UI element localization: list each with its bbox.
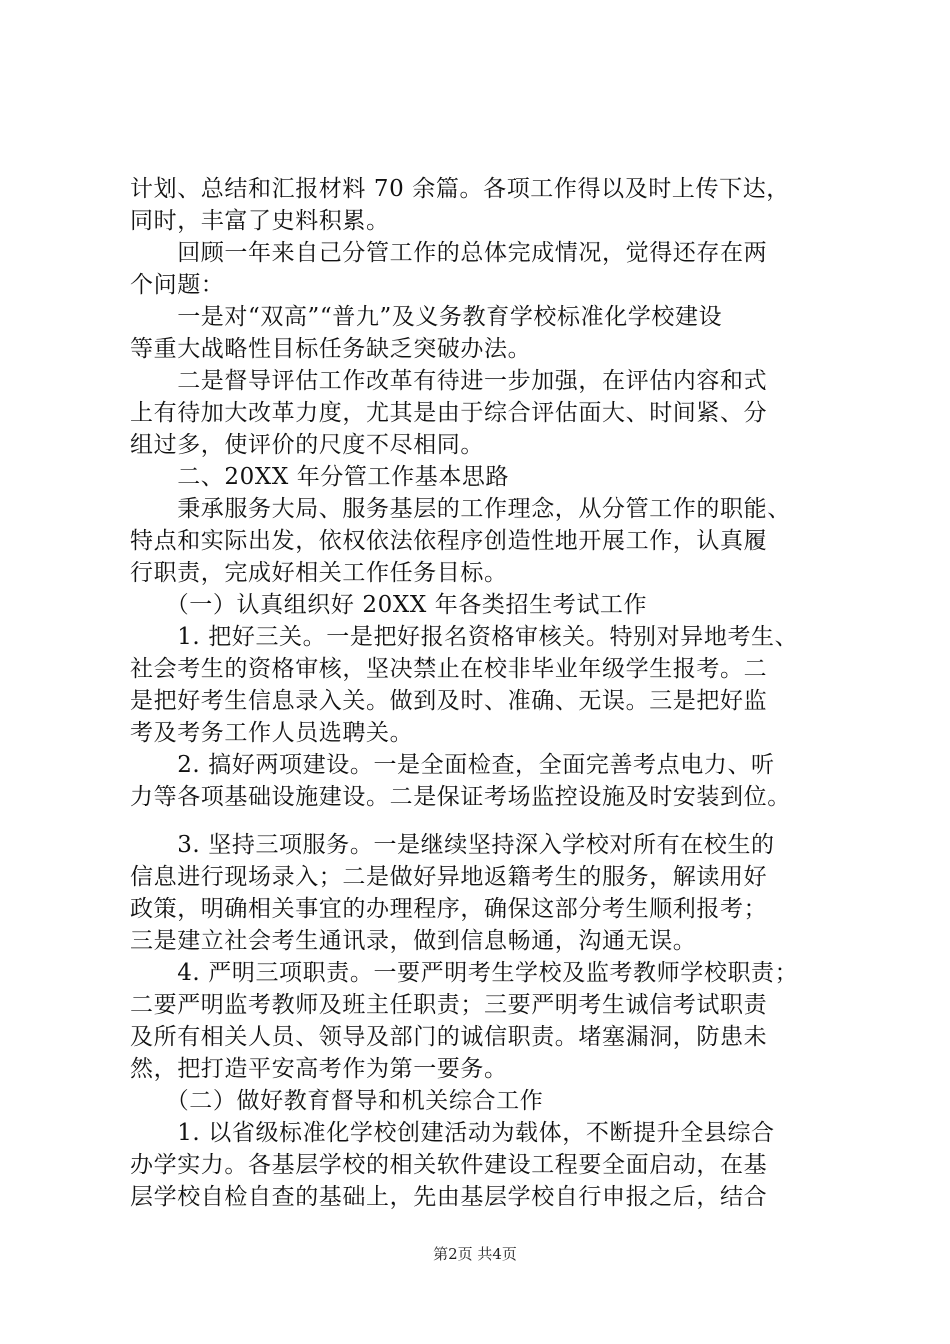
text-line: 同时，丰富了史料积累。: [130, 208, 390, 234]
text-line: 然，把打造平安高考作为第一要务。: [130, 1056, 508, 1082]
text-line: 办学实力。各基层学校的相关软件建设工程要全面启动，在基: [130, 1152, 768, 1178]
section-heading: 二、20XX 年分管工作基本思路: [130, 464, 510, 490]
text-line: 行职责，完成好相关工作任务目标。: [130, 560, 508, 586]
text-line: 二要严明监考教师及班主任职责；三要严明考生诚信考试职责: [130, 992, 768, 1018]
text-line: 社会考生的资格审核，坚决禁止在校非毕业年级学生报考。二: [130, 656, 768, 682]
text-line: 等重大战略性目标任务缺乏突破办法。: [130, 336, 532, 362]
text-line: 一是对“双高”“普九”及义务教育学校标准化学校建设: [130, 304, 723, 330]
text-line: 组过多，使评价的尺度不尽相同。: [130, 432, 484, 458]
text-line: 三是建立社会考生通讯录，做到信息畅通，沟通无误。: [130, 928, 697, 954]
text-line: 秉承服务大局、服务基层的工作理念，从分管工作的职能、: [130, 496, 791, 522]
text-line: 信息进行现场录入；二是做好异地返籍考生的服务，解读用好: [130, 864, 768, 890]
text-line: 1. 把好三关。一是把好报名资格审核关。特别对异地考生、: [130, 624, 799, 650]
text-line: 考及考务工作人员选聘关。: [130, 720, 414, 746]
text-line: 力等各项基础设施建设。二是保证考场监控设施及时安装到位。: [130, 784, 791, 810]
text-line: 回顾一年来自己分管工作的总体完成情况，觉得还存在两: [130, 240, 768, 266]
text-line: 1. 以省级标准化学校创建活动为载体，不断提升全县综合: [130, 1120, 775, 1146]
text-line: 上有待加大改革力度，尤其是由于综合评估面大、时间紧、分: [130, 400, 768, 426]
text-line: 二是督导评估工作改革有待进一步加强，在评估内容和式: [130, 368, 768, 394]
text-line: 及所有相关人员、领导及部门的诚信职责。堵塞漏洞，防患未: [130, 1024, 768, 1050]
subsection-heading: （一）认真组织好 20XX 年各类招生考试工作: [130, 592, 648, 618]
page-number-footer: 第2页 共4页: [433, 1245, 517, 1263]
text-line: 2. 搞好两项建设。一是全面检查，全面完善考点电力、听: [130, 752, 775, 778]
text-line: 层学校自检自查的基础上，先由基层学校自行申报之后，结合: [130, 1184, 768, 1210]
text-line: 政策，明确相关事宜的办理程序，确保这部分考生顺利报考；: [130, 896, 768, 922]
text-line: 计划、总结和汇报材料 70 余篇。各项工作得以及时上传下达，: [130, 176, 790, 202]
text-line: 特点和实际出发，依权依法依程序创造性地开展工作，认真履: [130, 528, 768, 554]
text-line: 是把好考生信息录入关。做到及时、准确、无误。三是把好监: [130, 688, 768, 714]
text-line: 4. 严明三项职责。一要严明考生学校及监考教师学校职责；: [130, 960, 799, 986]
text-line: 3. 坚持三项服务。一是继续坚持深入学校对所有在校生的: [130, 832, 775, 858]
text-line: 个问题：: [130, 272, 225, 298]
subsection-heading: （二）做好教育督导和机关综合工作: [130, 1088, 544, 1114]
